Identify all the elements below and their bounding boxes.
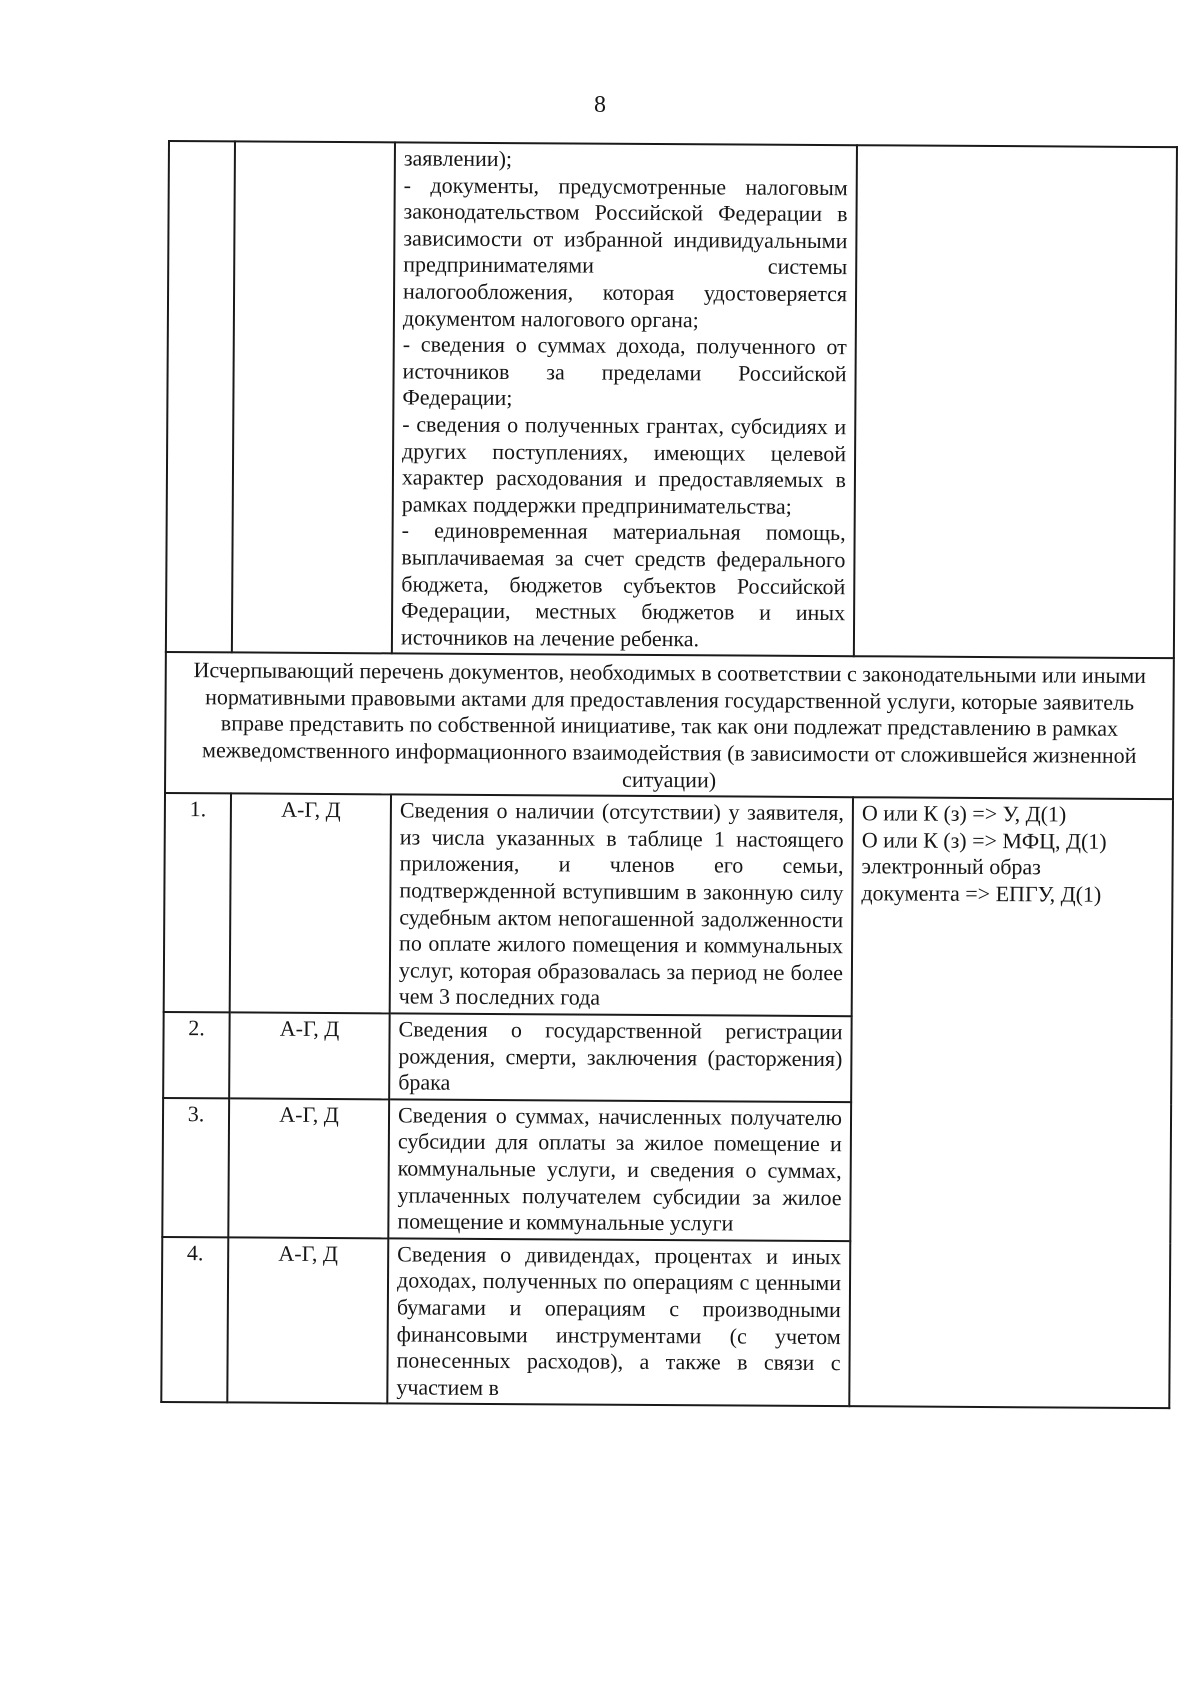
row-categories: А-Г, Д [228,1098,389,1238]
row-number: 1. [164,793,231,1012]
submission-methods-cell [849,797,1173,1408]
row-categories: А-Г, Д [227,1237,388,1404]
row-description: Сведения о наличии (отсутствии) у заявителя, из числа указанных в таблице 1 настоящего приложения, и членов его семьи, подтвержденной вступившим в законную силу судебным актом непогашенной задолженности по оплате жилого помещения и коммунальных услуг, которая образовалась за период не более чем 3 последних года [390,795,853,1017]
continuation-item: - единовременная материальная помощь, выплачиваемая за счет средств федерального бюджета, бюджетов субъектов Российской Федерации, местных бюджетов и иных источников на лечение ребенка. [400,517,846,651]
continuation-number-cell [166,141,235,653]
page-number: 8 [594,92,606,118]
table-row [164,793,1173,1018]
submission-method: О или К (з) => МФЦ, Д(1) [861,827,1107,854]
row-description: Сведения о суммах, начисленных получателю субсидии для оплаты за жилое помещение и коммунальные услуги, и сведения о суммах, уплаченных получателем субсидии за жилое помещение и коммунальные услуги [388,1099,851,1241]
continuation-categories-cell [232,141,395,653]
row-number: 4. [161,1237,228,1403]
continuation-item: - документы, предусмотренные налоговым законодательством Российской Федерации в зависимости от избранной индивидуальными предпринимателями системы налогообложения, которая удостоверяется документом налогового органа; [402,172,848,332]
table-row-continuation [166,141,1177,658]
documents-table [160,140,1178,1409]
submission-method: документа => ЕПГУ, Д(1) [861,880,1102,907]
row-number: 2. [163,1012,230,1098]
continuation-item: - сведения о суммах дохода, полученного от источников за пределами Российской Федерации; [402,331,847,411]
submission-method: электронный образ [861,853,1041,880]
section-heading: Исчерпывающий перечень документов, необходимых в соответствии с законодательными или иными нормативными правовыми актами для предоставления государственной услуги, которые заявитель вправе представить по собственной инициативе, так как они подлежат представлению в рамках межведомственного информационного взаимодействия (в зависимости от сложившейся жизненной ситуации) [165,652,1174,799]
continuation-item: заявлении); [403,145,513,172]
row-number: 3. [162,1098,229,1237]
row-categories: А-Г, Д [229,1012,390,1099]
continuation-description-cell [392,142,857,656]
continuation-item: - сведения о полученных грантах, субсидиях и других поступлениях, имеющих целевой характер расходования и предоставляемых в рамках поддержки предпринимательства; [401,411,847,519]
continuation-methods-cell [854,145,1177,658]
row-categories: А-Г, Д [230,794,391,1014]
row-description: Сведения о дивидендах, процентах и иных доходах, полученных по операциям с ценными бумагами и операциям с производными финансовыми инструментами (с учетом понесенных расходов), а также в связи с участием в [387,1238,850,1406]
section-heading-row [165,652,1174,799]
submission-method: О или К (з) => У, Д(1) [861,800,1067,827]
row-description: Сведения о государственной регистрации рождения, смерти, заключения (расторжения) брака [389,1013,852,1102]
